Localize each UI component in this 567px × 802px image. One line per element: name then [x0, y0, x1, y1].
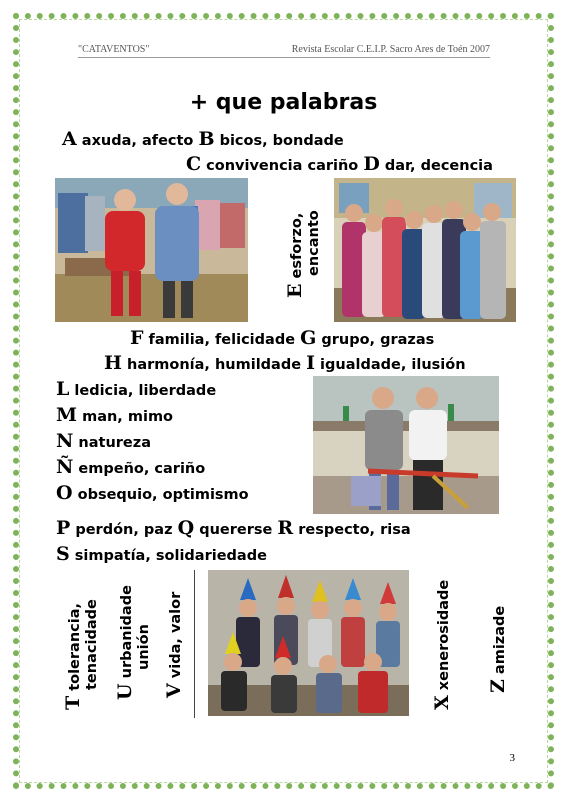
words-i: igualdade, ilusión — [314, 357, 466, 373]
photo-group-hats-image — [208, 570, 409, 716]
line-u-rotated — [114, 585, 152, 700]
words-r: respecto, risa — [293, 522, 411, 538]
line-t-rotated — [62, 599, 100, 710]
letter-b: B — [198, 128, 215, 150]
page-number: 3 — [509, 752, 515, 764]
words-u-2: unión — [136, 624, 152, 670]
photo-group-hug-image — [334, 178, 516, 322]
letter-i: I — [306, 352, 315, 374]
letter-z: Z — [487, 679, 509, 693]
line-e-rotated — [284, 210, 322, 298]
letter-p: P — [56, 517, 71, 539]
words-t-2: tenacidade — [84, 599, 100, 690]
header-magazine-name: "CATAVENTOS" — [78, 44, 150, 55]
letter-u: U — [114, 683, 136, 700]
line-x-rotated — [431, 580, 453, 710]
letter-e: E — [284, 283, 306, 298]
line-l — [56, 378, 216, 400]
words-t-1: tolerancia, — [67, 602, 83, 696]
words-v: vida, valor — [168, 591, 184, 684]
letter-m: M — [56, 404, 78, 426]
header-school-info: Revista Escolar C.E.I.P. Sacro Ares de Toén 2007 — [291, 44, 490, 55]
photo-group-hats — [208, 570, 409, 716]
letter-l: L — [56, 378, 70, 400]
page-header — [78, 44, 490, 58]
words-x: xenerosidade — [436, 579, 452, 696]
letter-f: F — [130, 327, 144, 349]
line-f-g — [130, 327, 434, 349]
photo-two-children-stick-image — [313, 376, 499, 514]
words-h: harmonía, humildade — [121, 357, 307, 373]
words-b: bicos, bondade — [214, 133, 344, 149]
words-f: familia, felicidade — [143, 332, 301, 348]
letter-o: O — [56, 482, 73, 504]
words-a: axuda, afecto — [76, 133, 199, 149]
letter-a: A — [62, 128, 77, 150]
words-g: grupo, grazas — [316, 332, 435, 348]
photo-two-children-stick — [313, 376, 499, 514]
words-p: perdón, paz — [70, 522, 178, 538]
letter-enye: Ñ — [56, 456, 74, 478]
letter-t: T — [62, 695, 84, 710]
words-s: simpatía, solidariedade — [69, 548, 267, 564]
words-m: man, mimo — [77, 409, 174, 425]
words-n: natureza — [73, 435, 151, 451]
letter-d: D — [363, 153, 380, 175]
photo-two-children-image — [55, 178, 248, 322]
words-e-2: encanto — [306, 210, 322, 276]
words-l: ledicia, liberdade — [69, 383, 217, 399]
line-p-q-r — [56, 517, 411, 539]
line-o — [56, 482, 249, 504]
words-q: quererse — [194, 522, 278, 538]
photo-two-children — [55, 178, 248, 322]
photo-group-hug — [334, 178, 516, 322]
letter-r: R — [277, 517, 294, 539]
words-enye: empeño, cariño — [73, 461, 206, 477]
words-c: convivencia cariño — [201, 158, 364, 174]
line-m — [56, 404, 173, 426]
line-v-rotated — [163, 592, 185, 698]
line-h-i — [104, 352, 466, 374]
page-title: + que palabras — [189, 90, 378, 115]
words-u-1: urbanidade — [119, 585, 135, 684]
letter-c: C — [186, 153, 202, 175]
line-enye — [56, 456, 205, 478]
line-s — [56, 543, 267, 565]
words-o: obsequio, optimismo — [72, 487, 249, 503]
letter-q: Q — [177, 517, 195, 539]
line-z-rotated — [487, 606, 509, 693]
words-d: dar, decencia — [379, 158, 493, 174]
letter-n: N — [56, 430, 74, 452]
line-a-b — [62, 128, 344, 150]
line-c-d — [186, 153, 493, 175]
line-n — [56, 430, 151, 452]
letter-v: V — [163, 683, 185, 698]
words-z: amizade — [492, 605, 508, 680]
divider-line — [194, 570, 195, 718]
words-e-1: esforzo, — [289, 212, 305, 284]
letter-x: X — [431, 695, 453, 710]
letter-h: H — [104, 352, 122, 374]
letter-s: S — [56, 543, 70, 565]
letter-g: G — [300, 327, 317, 349]
